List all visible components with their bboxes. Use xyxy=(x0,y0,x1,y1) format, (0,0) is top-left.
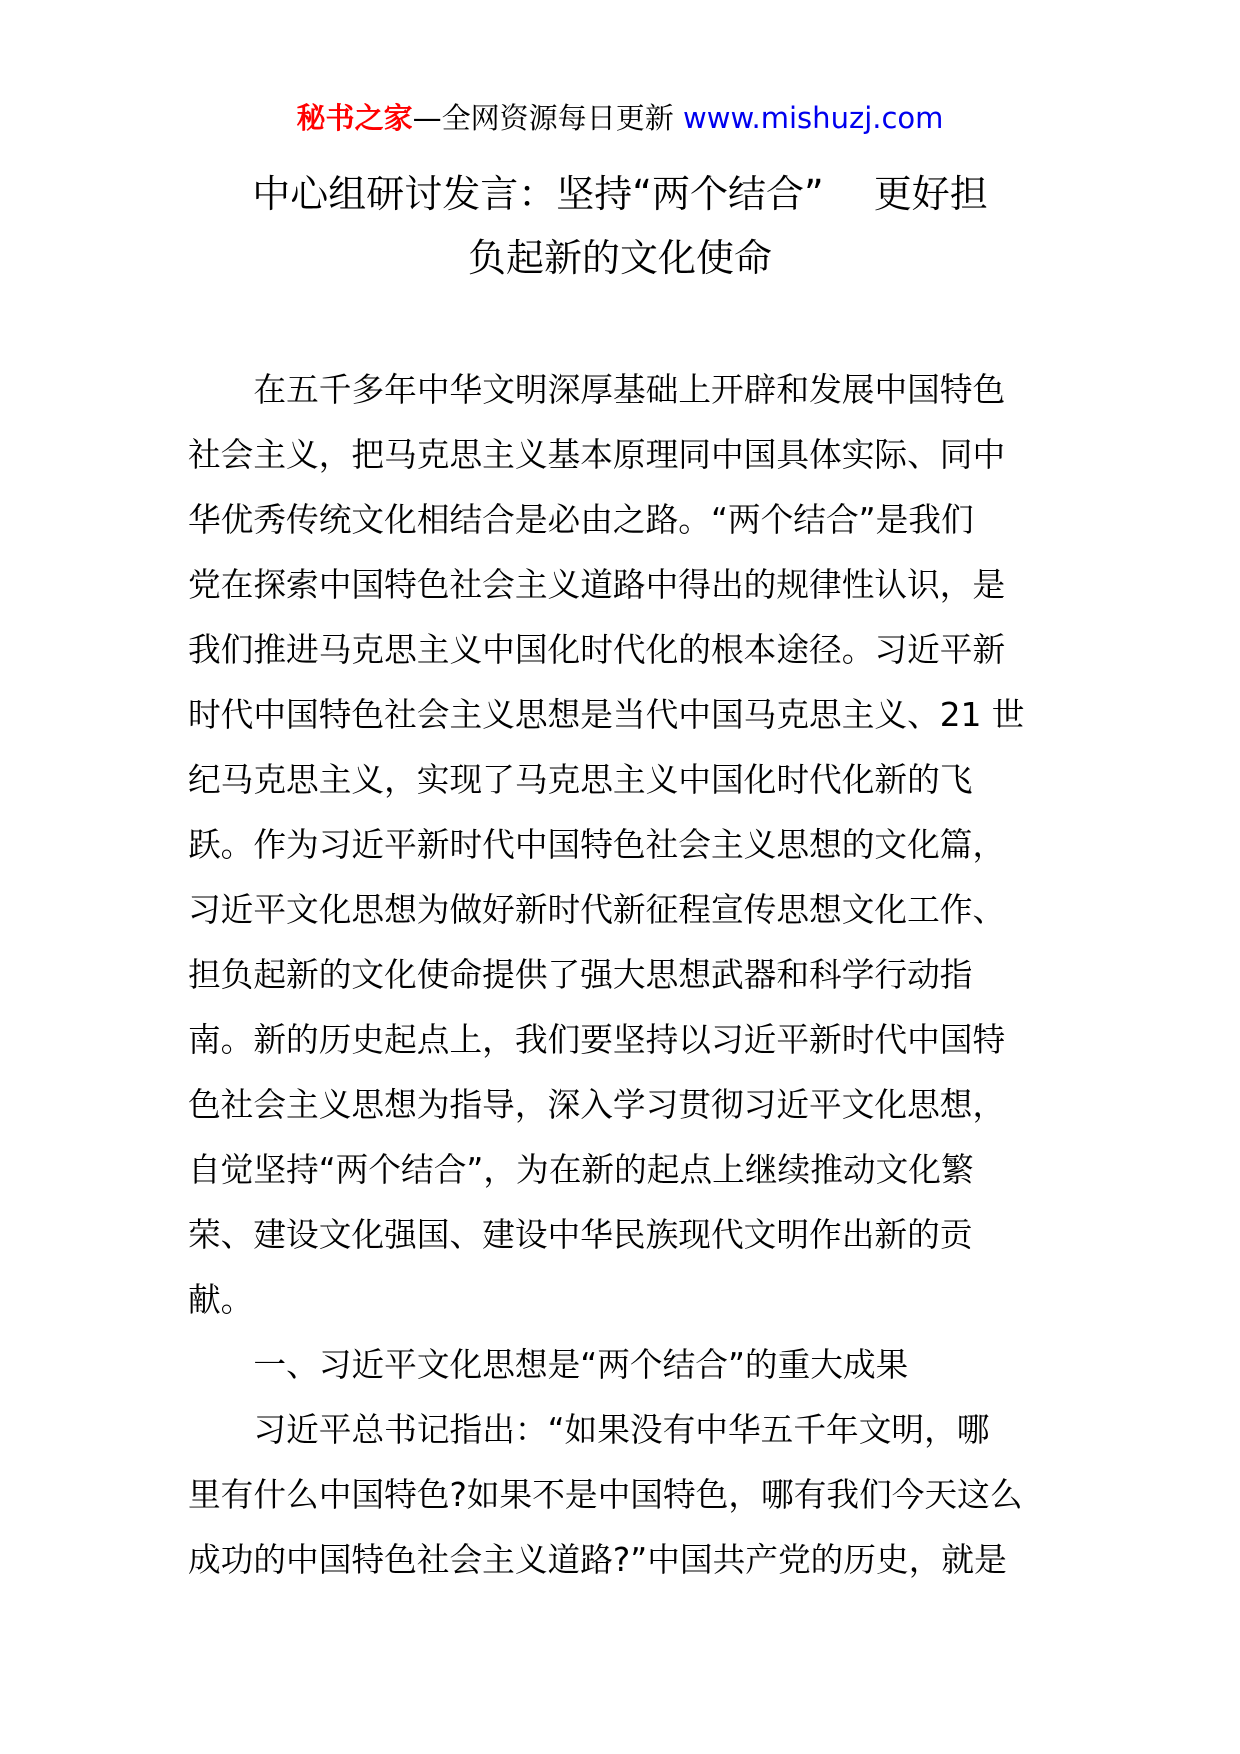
brand-name: 秘书之家 xyxy=(296,101,413,135)
paragraph-line: 我们推进马克思主义中国化时代化的根本途径。习近平新 xyxy=(188,631,1006,669)
watermark-header xyxy=(0,98,1240,138)
paragraph-line: 南。新的历史起点上，我们要坚持以习近平新时代中国特 xyxy=(188,1021,1006,1059)
title-line-1: 中心组研讨发言：坚持“两个结合” 更好担 xyxy=(252,172,988,216)
paragraph-line: 里有什么中国特色?如果不是中国特色，哪有我们今天这么 xyxy=(188,1476,1023,1514)
paragraph-1 xyxy=(188,358,1058,1333)
document-body xyxy=(188,358,1058,1593)
paragraph-line: 荣、建设文化强国、建设中华民族现代文明作出新的贡 xyxy=(188,1216,973,1254)
paragraph-line: 自觉坚持“两个结合”，为在新的起点上继续推动文化繁 xyxy=(188,1151,974,1189)
header-tagline: —全网资源每日更新 xyxy=(412,101,674,135)
document-title xyxy=(190,162,1050,290)
paragraph-2 xyxy=(188,1398,1058,1593)
paragraph-line: 社会主义，把马克思主义基本原理同中国具体实际、同中 xyxy=(188,436,1006,474)
paragraph-line: 成功的中国特色社会主义道路?”中国共产党的历史，就是 xyxy=(188,1541,1007,1579)
paragraph-line: 华优秀传统文化相结合是必由之路。“两个结合”是我们 xyxy=(188,501,974,539)
paragraph-line: 纪马克思主义，实现了马克思主义中国化时代化新的飞 xyxy=(188,761,973,799)
paragraph-line: 跃。作为习近平新时代中国特色社会主义思想的文化篇， xyxy=(188,826,1006,864)
paragraph-line: 习近平总书记指出：“如果没有中华五千年文明，哪 xyxy=(253,1411,990,1449)
paragraph-line: 献。 xyxy=(188,1281,254,1319)
paragraph-line: 党在探索中国特色社会主义道路中得出的规律性认识，是 xyxy=(188,566,1006,604)
paragraph-line: 习近平文化思想为做好新时代新征程宣传思想文化工作、 xyxy=(188,891,1006,929)
section-heading-1: 一、习近平文化思想是“两个结合”的重大成果 xyxy=(253,1346,909,1384)
paragraph-line: 色社会主义思想为指导，深入学习贯彻习近平文化思想， xyxy=(188,1086,1006,1124)
paragraph-line: 担负起新的文化使命提供了强大思想武器和科学行动指 xyxy=(188,956,973,994)
title-line-2: 负起新的文化使命 xyxy=(467,236,772,280)
paragraph-line: 时代中国特色社会主义思想是当代中国马克思主义、21 世 xyxy=(188,696,1025,734)
site-link[interactable]: www.mishuzj.com xyxy=(682,101,944,135)
paragraph-line: 在五千多年中华文明深厚基础上开辟和发展中国特色 xyxy=(253,371,1006,409)
